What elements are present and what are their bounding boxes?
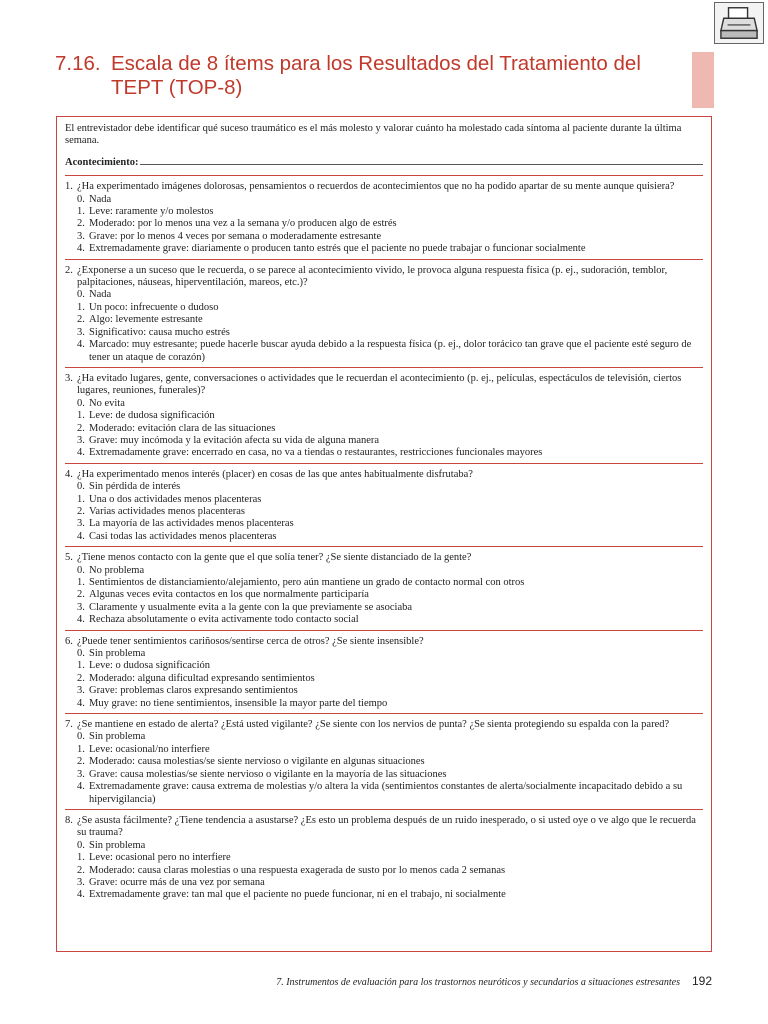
- item-question-text: ¿Exponerse a un suceso que le recuerda, o se parece al acontecimiento vivido, le provoca alguna respuesta física (p. ej., sudoración, temblor, palpitaciones, náuseas, hiperventilación, mareos, etc.)?: [77, 264, 668, 289]
- item-option: [65, 602, 703, 614]
- option-text: Moderado: causa claras molestias o una respuesta exagerada de susto por lo menos cada 2 semanas: [89, 864, 506, 876]
- option-text: Extremadamente grave: tan mal que el paciente no puede funcionar, ni en el trabajo, ni socialmente: [89, 889, 506, 901]
- page-title: [55, 52, 685, 100]
- item-option: [65, 744, 703, 756]
- option-text: Un poco: infrecuente o dudoso: [89, 301, 219, 313]
- print-button[interactable]: [714, 2, 764, 44]
- item-option: [65, 194, 703, 206]
- item-option: [65, 648, 703, 660]
- scale-item: [65, 714, 703, 810]
- item-question: [65, 373, 703, 398]
- item-option: [65, 423, 703, 435]
- option-text: Marcado: muy estresante; puede hacerle buscar ayuda debido a la respuesta física (p. ej., dolor torácico tan grave que el paciente esté seguro de tener un ataque de corazón): [89, 339, 692, 363]
- item-option: [65, 731, 703, 743]
- item-option: [65, 660, 703, 672]
- item-option: [65, 447, 703, 459]
- item-option: [65, 589, 703, 601]
- option-score: 3.: [77, 768, 85, 780]
- option-text: La mayoría de las actividades menos placenteras: [89, 518, 294, 530]
- item-option: [65, 494, 703, 506]
- event-field: [65, 155, 703, 176]
- item-option: [65, 481, 703, 493]
- option-score: 0.: [77, 481, 85, 493]
- item-option: [65, 698, 703, 710]
- option-score: 0.: [77, 564, 85, 576]
- option-score: 0.: [77, 289, 85, 301]
- option-text: Leve: ocasional pero no interfiere: [89, 852, 231, 864]
- page-number: 192: [691, 974, 712, 988]
- option-score: 4.: [77, 889, 85, 901]
- scale-item: [65, 631, 703, 714]
- option-score: 1.: [77, 410, 85, 422]
- option-text: Leve: raramente y/o molestos: [89, 206, 214, 218]
- option-text: Nada: [89, 193, 112, 205]
- option-text: Muy grave: no tiene sentimientos, insensible la mayor parte del tiempo: [89, 697, 388, 709]
- option-text: Sin problema: [89, 648, 146, 660]
- option-score: 3.: [77, 230, 85, 242]
- intro-text: El entrevistador debe identificar qué suceso traumático es el más molesto y valorar cuánto ha molestado cada síntoma al paciente durante la última semana.: [65, 123, 682, 147]
- page-footer: [200, 974, 712, 988]
- option-score: 1.: [77, 660, 85, 672]
- option-score: 4.: [77, 530, 85, 542]
- item-option: [65, 518, 703, 530]
- option-score: 4.: [77, 243, 85, 255]
- scale-item: [65, 260, 703, 368]
- option-text: Leve: ocasional/no interfiere: [89, 743, 210, 755]
- item-number: 8.: [65, 814, 73, 826]
- option-text: No problema: [89, 564, 145, 576]
- option-text: Grave: ocurre más de una vez por semana: [89, 876, 265, 888]
- item-question-text: ¿Tiene menos contacto con la gente que el que solía tener? ¿Se siente distanciado de la gente?: [77, 552, 472, 564]
- option-text: Sentimientos de distanciamiento/alejamiento, pero aún mantiene un grado de contacto normal con otros: [89, 577, 525, 588]
- item-option: [65, 852, 703, 864]
- item-question-text: ¿Ha experimentado menos interés (placer) en cosas de las que antes habitualmente disfrutaba?: [77, 468, 473, 480]
- option-text: Extremadamente grave: causa extrema de molestias y/o altera la vida (sentimientos constantes de alerta/socialmente incapacitado debido a su hipervigilancia): [89, 781, 683, 805]
- item-question-text: ¿Ha evitado lugares, gente, conversaciones o actividades que le recuerdan el acontecimiento (p. ej., películas, espectáculos de televisión, ciertos lugares, reuniones, funerales)?: [77, 372, 682, 397]
- option-score: 2.: [77, 218, 85, 230]
- item-option: [65, 685, 703, 697]
- printer-icon: [715, 3, 763, 43]
- option-text: Moderado: causa molestias/se siente nervioso o vigilante en algunas situaciones: [89, 756, 425, 768]
- item-question: [65, 815, 703, 840]
- item-option: [65, 756, 703, 768]
- option-score: 2.: [77, 672, 85, 684]
- item-option: [65, 877, 703, 889]
- option-score: 1.: [77, 301, 85, 313]
- option-score: 3.: [77, 876, 85, 888]
- option-score: 1.: [77, 493, 85, 505]
- option-score: 2.: [77, 422, 85, 434]
- item-number: 4.: [65, 468, 73, 480]
- item-option: [65, 314, 703, 326]
- item-number: 3.: [65, 372, 73, 384]
- scale-item: [65, 547, 703, 630]
- item-option: [65, 231, 703, 243]
- option-score: 0.: [77, 397, 85, 409]
- item-question: [65, 181, 703, 193]
- option-text: Algo: levemente estresante: [89, 314, 203, 326]
- item-question-text: ¿Puede tener sentimientos cariñosos/sentirse cerca de otros? ¿Se siente insensible?: [77, 635, 424, 647]
- item-option: [65, 289, 703, 301]
- event-blank-line: [140, 155, 703, 165]
- option-text: No evita: [89, 397, 125, 409]
- item-option: [65, 327, 703, 339]
- scale-item: [65, 810, 703, 905]
- item-number: 2.: [65, 264, 73, 276]
- item-number: 5.: [65, 552, 73, 564]
- option-text: Extremadamente grave: diariamente o producen tanto estrés que el paciente no puede trabajar o funcionar socialmente: [89, 243, 586, 255]
- option-score: 2.: [77, 864, 85, 876]
- item-number: 1.: [65, 181, 73, 193]
- option-score: 1.: [77, 852, 85, 864]
- item-option: [65, 435, 703, 447]
- option-text: Nada: [89, 289, 112, 301]
- option-score: 1.: [77, 577, 85, 588]
- item-option: [65, 781, 703, 806]
- scale-item: [65, 368, 703, 464]
- option-score: 2.: [77, 314, 85, 326]
- option-text: Moderado: evitación clara de las situaciones: [89, 422, 276, 434]
- option-score: 4.: [77, 697, 85, 709]
- item-option: [65, 302, 703, 314]
- title-accent-bar: [692, 52, 714, 108]
- item-option: [65, 531, 703, 543]
- option-score: 3.: [77, 326, 85, 338]
- event-label: Acontecimiento:: [65, 156, 139, 168]
- option-score: 1.: [77, 206, 85, 218]
- item-option: [65, 577, 703, 589]
- option-score: 4.: [77, 614, 85, 626]
- item-question: [65, 552, 703, 564]
- option-text: Grave: problemas claros expresando sentimientos: [89, 685, 298, 697]
- option-text: Moderado: por lo menos una vez a la semana y/o producen algo de estrés: [89, 218, 397, 230]
- item-option: [65, 339, 703, 364]
- section-title: Escala de 8 ítems para los Resultados del Tratamiento del TEPT (TOP-8): [111, 52, 641, 99]
- scale-box: [56, 116, 712, 952]
- item-option: [65, 398, 703, 410]
- option-text: Moderado: alguna dificultad expresando sentimientos: [89, 672, 315, 684]
- item-option: [65, 410, 703, 422]
- option-text: Varias actividades menos placenteras: [89, 505, 245, 517]
- item-question: [65, 469, 703, 481]
- section-number: 7.16.: [55, 52, 101, 75]
- option-text: Sin problema: [89, 839, 146, 851]
- option-score: 0.: [77, 193, 85, 205]
- item-option: [65, 243, 703, 255]
- item-option: [65, 673, 703, 685]
- item-question-text: ¿Se mantiene en estado de alerta? ¿Está usted vigilante? ¿Se siente con los nervios de punta? ¿Se sienta protegiendo su espalda con la pared?: [77, 719, 670, 731]
- item-option: [65, 769, 703, 781]
- option-text: Claramente y usualmente evita a la gente con la que previamente se asociaba: [89, 601, 413, 613]
- option-text: Extremadamente grave: encerrado en casa, no va a tiendas o restaurantes, restricciones funcionales mayores: [89, 447, 543, 459]
- item-question: [65, 719, 703, 731]
- option-text: Sin problema: [89, 731, 146, 743]
- option-score: 0.: [77, 648, 85, 660]
- option-text: Algunas veces evita contactos en los que normalmente participaría: [89, 589, 369, 601]
- option-score: 4.: [77, 781, 85, 793]
- option-text: Grave: causa molestias/se siente nervioso o vigilante en la mayoría de las situaciones: [89, 768, 447, 780]
- item-number: 6.: [65, 635, 73, 647]
- option-text: Grave: muy incómoda y la evitación afecta su vida de alguna manera: [89, 434, 380, 446]
- item-option: [65, 865, 703, 877]
- item-option: [65, 206, 703, 218]
- option-score: 2.: [77, 589, 85, 601]
- option-text: Una o dos actividades menos placenteras: [89, 493, 262, 505]
- option-score: 0.: [77, 839, 85, 851]
- option-score: 2.: [77, 505, 85, 517]
- item-option: [65, 565, 703, 577]
- scale-item: [65, 176, 703, 259]
- option-text: Leve: o dudosa significación: [89, 660, 211, 672]
- option-score: 3.: [77, 601, 85, 613]
- item-option: [65, 218, 703, 230]
- scale-item: [65, 464, 703, 547]
- chapter-title: 7. Instrumentos de evaluación para los trastornos neuróticos y secundarios a situaciones estresantes: [276, 977, 680, 988]
- item-question: [65, 265, 703, 290]
- option-score: 2.: [77, 756, 85, 768]
- option-score: 0.: [77, 731, 85, 743]
- item-question-text: ¿Ha experimentado imágenes dolorosas, pensamientos o recuerdos de acontecimientos que no ha podido apartar de su mente aunque quisiera?: [77, 181, 675, 193]
- item-option: [65, 506, 703, 518]
- item-option: [65, 889, 703, 901]
- item-question-text: ¿Se asusta fácilmente? ¿Tiene tendencia a asustarse? ¿Es esto un problema después de un ruido inesperado, o si usted oye o ve algo que le recuerda su trauma?: [77, 814, 696, 839]
- option-text: Significativo: causa mucho estrés: [89, 326, 230, 338]
- item-number: 7.: [65, 719, 73, 731]
- option-score: 4.: [77, 339, 85, 351]
- option-score: 3.: [77, 434, 85, 446]
- item-list: [65, 176, 703, 905]
- option-text: Grave: por lo menos 4 veces por semana o moderadamente estresante: [89, 230, 382, 242]
- option-score: 4.: [77, 447, 85, 459]
- option-text: Sin pérdida de interés: [89, 481, 181, 493]
- option-score: 1.: [77, 743, 85, 755]
- item-question: [65, 636, 703, 648]
- item-option: [65, 614, 703, 626]
- option-score: 3.: [77, 685, 85, 697]
- option-score: 3.: [77, 518, 85, 530]
- option-text: Casi todas las actividades menos placenteras: [89, 530, 277, 542]
- option-text: Rechaza absolutamente o evita activamente todo contacto social: [89, 614, 359, 626]
- item-option: [65, 840, 703, 852]
- option-text: Leve: de dudosa significación: [89, 410, 215, 422]
